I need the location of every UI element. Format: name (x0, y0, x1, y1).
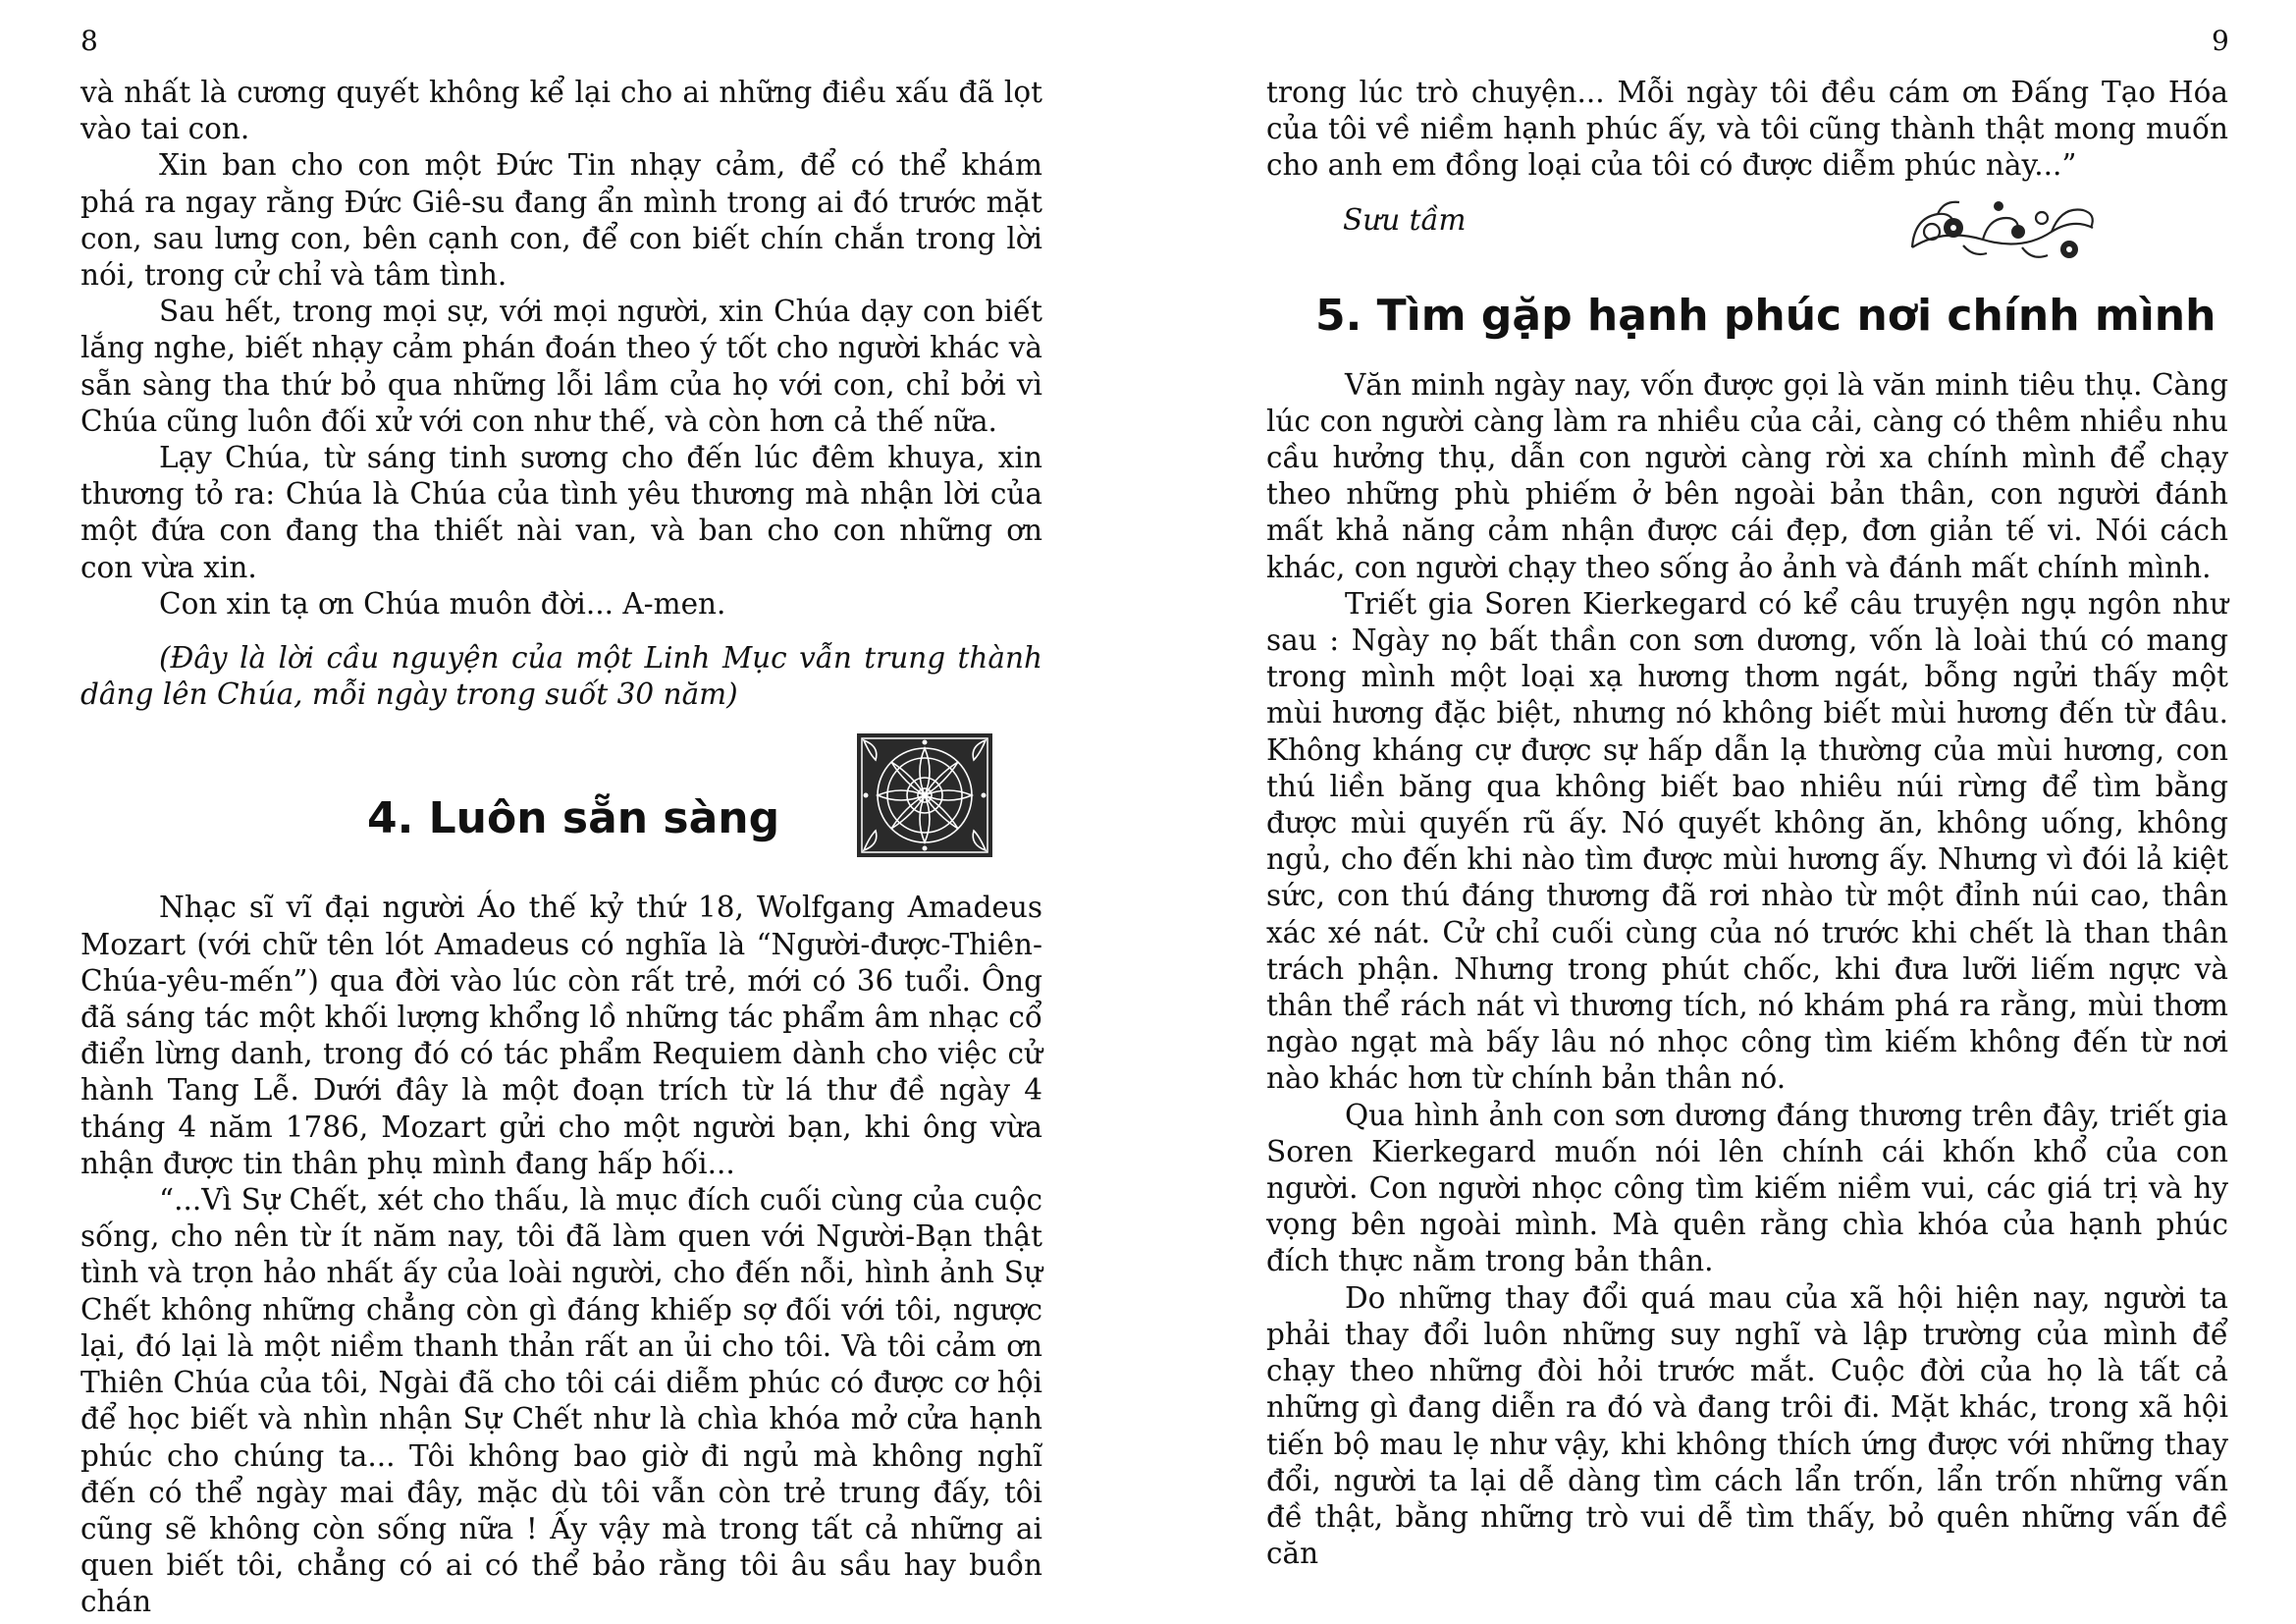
section-4-body (80, 890, 1042, 1620)
left-page-number: 8 (80, 25, 98, 57)
paragraph: Qua hình ảnh con sơn dương đáng thương trên đây, triết gia Soren Kierkegard muốn nói lên chính cái khốn khổ của con người. Con người nhọc công tìm kiếm niềm vui, các giá trị và hy vọng bên ngoài mình. Mà quên rằng chìa khóa của hạnh phúc đích thực nằm trong bản thân. (1266, 1098, 2228, 1278)
paragraph: Nhạc sĩ vĩ đại người Áo thế kỷ thứ 18, Wolfgang Amadeus Mozart (với chữ tên lót Amadeus có nghĩa là “Người-được-Thiên-Chúa-yêu-mến”) qua đời vào lúc còn rất trẻ, mới có 36 tuổi. Ông đã sáng tác một khối lượng khổng lồ những tác phẩm âm nhạc cổ điển lừng danh, trong đó có tác phẩm Requiem dành cho việc cử hành Tang Lễ. Dưới đây là một đoạn trích từ lá thư đề ngày 4 tháng 4 năm 1786, Mozart gửi cho một người bạn, khi ông vừa nhận được tin thân phụ mình đang hấp hối... (80, 891, 1042, 1180)
section-title: 5. Tìm gặp hạnh phúc nơi chính mình (1315, 290, 2216, 341)
right-page (1266, 75, 2228, 1572)
paragraph: Sau hết, trong mọi sự, với mọi người, xin Chúa dạy con biết lắng nghe, biết nhạy cảm phán đoán theo ý tốt cho người khác và sẵn sàng tha thứ bỏ qua những lỗi lầm của họ với con, chỉ bởi vì Chúa cũng luôn đối xử với con như thế, và còn hơn cả thế nữa. (80, 295, 1042, 438)
paragraph: Văn minh ngày nay, vốn được gọi là văn minh tiêu thụ. Càng lúc con người càng làm ra nhiều của cải, càng có thêm nhiều nhu cầu hưởng thụ, dẫn con người càng rời xa chính mình để chạy theo những phù phiếm ở bên ngoài bản thân, con người đánh mất khả năng cảm nhận được cái đẹp, đơn giản tế vi. Nói cách khác, con người chạy theo sống ảo ảnh và đánh mất chính mình. (1266, 367, 2228, 584)
paragraph: và nhất là cương quyết không kể lại cho ai những điều xấu đã lọt vào tai con. (80, 76, 1042, 146)
section-title: 4. Luôn sẵn sàng (367, 793, 780, 844)
prayer-note: (Đây là lời cầu nguyện của một Linh Mục vẫn trung thành dâng lên Chúa, mỗi ngày trong suốt 30 năm) (80, 641, 1042, 712)
paragraph: Xin ban cho con một Đức Tin nhạy cảm, để có thể khám phá ra ngay rằng Đức Giê-su đang ẩn mình trong ai đó trước mặt con, sau lưng con, bên cạnh con, để con biết chín chắn trong lời nói, trong cử chỉ và tâm tình. (80, 148, 1042, 293)
paragraph: Do những thay đổi quá mau của xã hội hiện nay, người ta phải thay đổi luôn những suy nghĩ và lập trường của mình để chạy theo những đòi hỏi trước mắt. Cuộc đời của họ là tất cả những gì đang diễn ra đó và đang trôi đi. Mặt khác, trong xã hội tiến bộ mau lẹ như vậy, khi không thích ứng được với những thay đổi, người ta lại dễ dàng tìm cách lẩn trốn, lẩn trốn những vấn đề thật, bằng những trò vui dễ tìm thấy, bỏ quên những vấn đề căn (1266, 1280, 2228, 1571)
section-4-header (80, 713, 1042, 878)
left-page (80, 75, 1042, 1621)
paragraph: Triết gia Soren Kierkegard có kể câu truyện ngụ ngôn như sau : Ngày nọ bất thần con sơn dương, vốn là loài thú có mang trong mình một loại xạ hương thơm ngát, bỗng ngửi thấy một mùi hương đặc biệt, nhưng nó không biết mùi hương đến từ đâu. Không kháng cự được sự hấp dẫn lạ thường của mùi hương, con thú liền băng qua không biết bao nhiêu núi rừng để tìm bằng được mùi quyến rũ ấy. Nó quyết không ăn, không uống, không ngủ, cho đến khi nào tìm được mùi hương ấy. Nhưng vì đói lả kiệt sức, con thú đáng thương đã rơi nhào từ một đỉnh núi cao, thân xác xé nát. Cử chỉ cuối cùng của nó trước khi chết là than thân trách phận. Nhưng trong phút chốc, khi đưa lưỡi liếm ngực và thân thể rách nát vì thương tích, nó khám phá ra rằng, mùi thơm ngào ngạt mà bấy lâu nó nhọc công tìm kiếm không đến từ nơi nào khác hơn từ chính bản thân nó. (1266, 586, 2228, 1096)
paragraph: Lạy Chúa, từ sáng tinh sương cho đến lúc đêm khuya, xin thương tỏ ra: Chúa là Chúa của tình yêu thương mà nhận lời của một đứa con đang tha thiết nài van, và ban cho con những ơn con vừa xin. (80, 441, 1042, 584)
section-5-header (1266, 251, 2228, 367)
paragraph: trong lúc trò chuyện... Mỗi ngày tôi đều cám ơn Đấng Tạo Hóa của tôi về niềm hạnh phúc ấy, và tôi cũng thành thật mong muốn cho anh em đồng loại của tôi có được diễm phúc này...” (1266, 76, 2228, 183)
section-5-body (1266, 367, 2228, 1573)
paragraph: Con xin tạ ơn Chúa muôn đời... A-men. (159, 586, 726, 621)
source-credit: Sưu tầm (1343, 202, 1467, 237)
square-ornament-icon (856, 732, 993, 858)
right-page-number: 9 (2212, 25, 2229, 57)
paragraph: “...Vì Sự Chết, xét cho thấu, là mục đích cuối cùng của cuộc sống, cho nên từ ít năm nay, tôi đã làm quen với Người-Bạn thật tình và trọn hảo nhất ấy của loài người, cho đến nỗi, hình ảnh Sự Chết không những chẳng còn gì đáng khiếp sợ đối với tôi, ngược lại, đó lại là một niềm thanh thản rất an ủi cho tôi. Và tôi cảm ơn Thiên Chúa của tôi, Ngài đã cho tôi cái diễm phúc có được cơ hội để học biết và nhìn nhận Sự Chết như là chìa khóa mở cửa hạnh phúc cho chúng ta... Tôi không bao giờ đi ngủ mà không nghĩ đến có thể ngày mai đây, mặc dù tôi vẫn còn trẻ trung đấy, tôi cũng sẽ không còn sống nữa ! Ấy vậy mà trong tất cả những ai quen biết tôi, chẳng có ai có thể bảo rằng tôi âu sầu hay buồn chán (80, 1183, 1042, 1619)
